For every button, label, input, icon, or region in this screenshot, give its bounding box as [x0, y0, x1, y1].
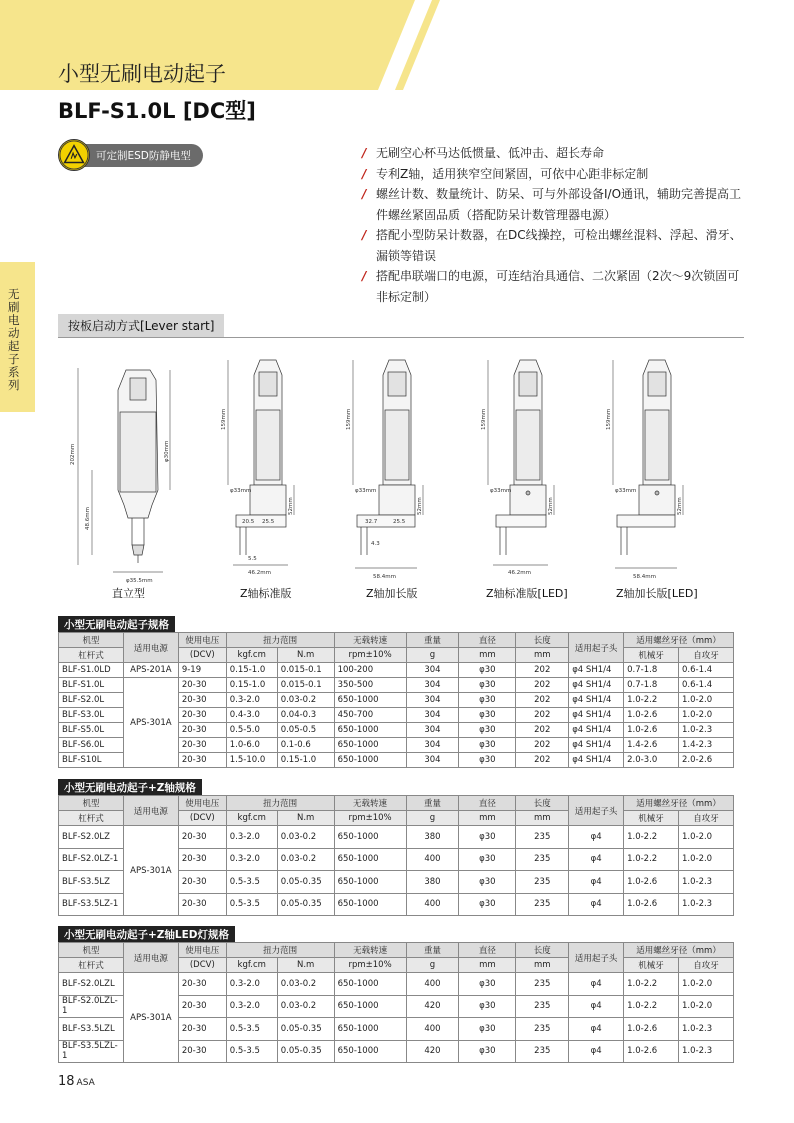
slash-icon: /	[362, 166, 367, 181]
esd-badge-label: 可定制ESD防静电型	[80, 144, 203, 167]
table-row: BLF-S2.0L 20-30 0.3-2.0 0.03-0.2 650-1000 304 φ30 202 φ4 SH1/4 1.0-2.2 1.0-2.0	[59, 693, 734, 708]
dim-std-b: 25.5	[262, 519, 275, 525]
dim-z-len: 159mm	[346, 408, 352, 430]
col-bit: 适用起子头	[569, 943, 624, 973]
col-length: 长度	[516, 796, 569, 811]
table-row: BLF-S1.0L APS-301A 20-30 0.15-1.0 0.015-0.1 350-500 304 φ30 202 φ4 SH1/4 0.7-1.8 0.6-1.4	[59, 678, 734, 693]
caption-z-standard: Z轴标准版	[240, 587, 292, 600]
page-title: 小型无刷电动起子	[58, 62, 226, 86]
col-length-unit: mm	[516, 958, 569, 973]
col-bit: 适用起子头	[569, 796, 624, 826]
slash-icon: /	[362, 228, 367, 242]
col-lever: 杠杆式	[59, 648, 124, 663]
slash-icon: /	[362, 146, 367, 160]
col-dia-unit: mm	[459, 958, 516, 973]
col-length-unit: mm	[516, 648, 569, 663]
feature-item: / 搭配小型防呆计数器，在DC线操控，可检出螺丝混料、浮起、滑牙、漏锁等错误	[362, 225, 742, 266]
drawing-straight	[70, 368, 170, 584]
col-dia: 直径	[459, 796, 516, 811]
col-speed-unit: rpm±10%	[334, 811, 406, 826]
feature-list	[362, 143, 742, 307]
table-row: BLF-S6.0L 20-30 1.0-6.0 0.1-0.6 650-1000 304 φ30 202 φ4 SH1/4 1.4-2.6 1.4-2.3	[59, 738, 734, 753]
dim-std-w: 46.2mm	[248, 570, 271, 576]
table-row: BLF-S2.0LZL-1 20-30 0.3-2.0 0.03-0.2 650-1000 420 φ30 235 φ4 1.0-2.2 1.0-2.0	[59, 995, 734, 1018]
col-thread-m: 机械牙	[624, 811, 679, 826]
col-weight: 重量	[406, 943, 459, 958]
dim-std-w: 46.2mm	[508, 570, 531, 576]
slash-icon: /	[362, 187, 367, 201]
table1-title: 小型无刷电动起子规格	[58, 616, 175, 632]
col-torque-u1: kgf.cm	[226, 958, 277, 973]
col-thread-m: 机械牙	[624, 648, 679, 663]
section-title: 按板启动方式[Lever start]	[58, 314, 224, 337]
side-tab-label: 无刷电动起子系列	[8, 287, 20, 392]
col-dia-unit: mm	[459, 648, 516, 663]
feature-item: / 专利Z轴，适用狭窄空间紧固，可依中心距非标定制	[362, 164, 742, 185]
table-row: BLF-S5.0L 20-30 0.5-5.0 0.05-0.5 650-1000 304 φ30 202 φ4 SH1/4 1.0-2.6 1.0-2.3	[59, 723, 734, 738]
col-thread-t: 自攻牙	[678, 811, 733, 826]
col-torque: 扭力范围	[226, 633, 334, 648]
table-row: BLF-S3.5LZL 20-30 0.5-3.5 0.05-0.35 650-1000 400 φ30 235 φ4 1.0-2.6 1.0-2.3	[59, 1018, 734, 1041]
col-weight: 重量	[406, 796, 459, 811]
dim-small-1: 5.5	[248, 556, 257, 562]
table1	[58, 632, 734, 768]
dim-z-h: 52mm	[548, 497, 554, 515]
col-lever: 杠杆式	[59, 958, 124, 973]
dim-z-len: 159mm	[481, 408, 487, 430]
dim-z-h: 52mm	[288, 497, 294, 515]
feature-item: / 无刷空心杯马达低惯量、低冲击、超长寿命	[362, 143, 742, 164]
col-model: 机型	[59, 633, 124, 648]
col-voltage: 使用电压	[178, 633, 226, 648]
col-voltage: 使用电压	[178, 796, 226, 811]
table-row: BLF-S10L 20-30 1.5-10.0 0.15-1.0 650-1000 304 φ30 202 φ4 SH1/4 2.0-3.0 2.0-2.6	[59, 753, 734, 768]
footer-brand: ASA	[76, 1078, 95, 1088]
dim-long-w: 58.4mm	[373, 574, 396, 580]
dim-straight-dia: φ30mm	[164, 440, 170, 462]
section-header	[58, 314, 744, 338]
dim-std-a: 20.5	[242, 519, 255, 525]
dim-z-h: 52mm	[677, 497, 683, 515]
dim-z-dia: φ33mm	[230, 488, 252, 494]
slash-icon: /	[362, 269, 367, 283]
table3-title: 小型无刷电动起子+Z轴LED灯规格	[58, 926, 235, 942]
dim-z-dia: φ33mm	[615, 488, 637, 494]
col-speed: 无载转速	[334, 943, 406, 958]
model-name: BLF-S1.0L [DC型]	[58, 99, 256, 123]
col-length: 长度	[516, 633, 569, 648]
col-voltage: 使用电压	[178, 943, 226, 958]
col-length-unit: mm	[516, 811, 569, 826]
caption-z-long-led: Z轴加长版[LED]	[616, 587, 698, 600]
dim-straight-base: φ35.5mm	[126, 578, 153, 584]
table-row: BLF-S3.5LZ-1 20-30 0.5-3.5 0.05-0.35 650-1000 400 φ30 235 φ4 1.0-2.6 1.0-2.3	[59, 893, 734, 916]
col-weight-unit: g	[406, 811, 459, 826]
col-power: 适用电源	[123, 796, 178, 826]
caption-z-long: Z轴加长版	[366, 587, 418, 600]
drawing-z-long	[346, 360, 423, 580]
feature-item: / 搭配串联端口的电源，可连结治具通信、二次紧固（2次～9次锁固可非标定制）	[362, 266, 742, 307]
col-torque-u2: N.m	[277, 958, 334, 973]
table2-title: 小型无刷电动起子+Z轴规格	[58, 779, 202, 795]
caption-straight: 直立型	[112, 587, 145, 600]
dim-straight-len: 202mm	[70, 443, 76, 465]
dim-z-dia: φ33mm	[490, 488, 512, 494]
col-voltage-unit: (DCV)	[178, 811, 226, 826]
col-model: 机型	[59, 943, 124, 958]
dim-z-len: 159mm	[221, 408, 227, 430]
col-thread: 适用螺丝牙径（mm）	[624, 796, 734, 811]
col-speed-unit: rpm±10%	[334, 648, 406, 663]
table-row: BLF-S3.5LZ 20-30 0.5-3.5 0.05-0.35 650-1000 380 φ30 235 φ4 1.0-2.6 1.0-2.3	[59, 871, 734, 894]
col-thread-m: 机械牙	[624, 958, 679, 973]
col-lever: 杠杆式	[59, 811, 124, 826]
feature-item: / 螺丝计数、数量统计、防呆、可与外部设备I/O通讯，辅助完善提高工件螺丝紧固品质（搭配防呆计数管理器电源）	[362, 184, 742, 225]
table2	[58, 795, 734, 916]
drawing-z-standard-led	[481, 360, 554, 576]
col-voltage-unit: (DCV)	[178, 648, 226, 663]
page-footer	[58, 1074, 95, 1089]
col-torque: 扭力范围	[226, 796, 334, 811]
col-torque: 扭力范围	[226, 943, 334, 958]
dim-long-a: 32.7	[365, 519, 378, 525]
col-power: 适用电源	[123, 943, 178, 973]
caption-z-standard-led: Z轴标准版[LED]	[486, 587, 568, 600]
dim-long-b: 25.5	[393, 519, 406, 525]
table-row: BLF-S3.0L 20-30 0.4-3.0 0.04-0.3 450-700 304 φ30 202 φ4 SH1/4 1.0-2.6 1.0-2.0	[59, 708, 734, 723]
col-speed-unit: rpm±10%	[334, 958, 406, 973]
col-model: 机型	[59, 796, 124, 811]
dim-small-2: 4.3	[371, 541, 380, 547]
col-bit: 适用起子头	[569, 633, 624, 663]
col-speed: 无载转速	[334, 633, 406, 648]
product-drawings	[58, 350, 744, 600]
col-dia: 直径	[459, 943, 516, 958]
col-thread-t: 自攻牙	[679, 958, 734, 973]
dim-z-dia: φ33mm	[355, 488, 377, 494]
table-row: BLF-S3.5LZL-1 20-30 0.5-3.5 0.05-0.35 650-1000 420 φ30 235 φ4 1.0-2.6 1.0-2.3	[59, 1040, 734, 1063]
table3	[58, 942, 734, 1063]
col-torque-u2: N.m	[277, 648, 334, 663]
col-torque-u1: kgf.cm	[226, 811, 277, 826]
esd-badge	[58, 140, 203, 170]
table-row: BLF-S2.0LZ APS-301A 20-30 0.3-2.0 0.03-0.2 650-1000 380 φ30 235 φ4 1.0-2.2 1.0-2.0	[59, 826, 734, 849]
dim-straight-bit: 48.6mm	[85, 507, 91, 530]
drawing-z-standard	[221, 360, 294, 576]
col-thread: 适用螺丝牙径（mm）	[624, 633, 734, 648]
dim-z-h: 52mm	[417, 497, 423, 515]
col-thread: 适用螺丝牙径（mm）	[624, 943, 734, 958]
col-voltage-unit: (DCV)	[178, 958, 226, 973]
dim-long-w: 58.4mm	[633, 574, 656, 580]
col-length: 长度	[516, 943, 569, 958]
col-weight-unit: g	[406, 958, 459, 973]
drawing-z-long-led	[606, 360, 683, 580]
table-row: BLF-S2.0LZL APS-301A 20-30 0.3-2.0 0.03-0.2 650-1000 400 φ30 235 φ4 1.0-2.2 1.0-2.0	[59, 973, 734, 996]
col-speed: 无载转速	[334, 796, 406, 811]
col-dia: 直径	[459, 633, 516, 648]
esd-hand-icon	[58, 139, 90, 171]
col-torque-u2: N.m	[277, 811, 334, 826]
col-thread-t: 自攻牙	[679, 648, 734, 663]
table-row: BLF-S1.0LD APS-201A 9-19 0.15-1.0 0.015-0.1 100-200 304 φ30 202 φ4 SH1/4 0.7-1.8 0.6-1.4	[59, 663, 734, 678]
col-dia-unit: mm	[459, 811, 516, 826]
page-number: 18	[58, 1074, 75, 1089]
table-row: BLF-S2.0LZ-1 20-30 0.3-2.0 0.03-0.2 650-1000 400 φ30 235 φ4 1.0-2.2 1.0-2.0	[59, 848, 734, 871]
col-weight-unit: g	[406, 648, 459, 663]
col-weight: 重量	[406, 633, 459, 648]
col-torque-u1: kgf.cm	[226, 648, 277, 663]
dim-z-len: 159mm	[606, 408, 612, 430]
col-power: 适用电源	[123, 633, 178, 663]
